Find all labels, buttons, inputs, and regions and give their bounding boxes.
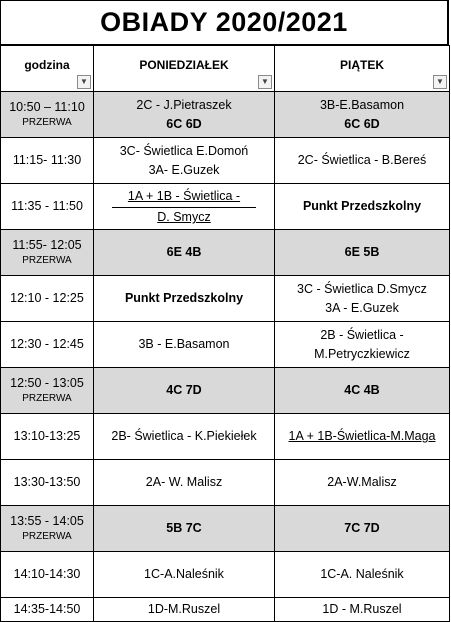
time-cell[interactable]: 12:10 - 12:25	[1, 276, 94, 322]
table-row	[1, 322, 450, 368]
monday-cell[interactable]: 3C- Świetlica E.Domoń 3A- E.Guzek	[94, 138, 275, 184]
time-cell[interactable]: 13:10-13:25	[1, 414, 94, 460]
monday-cell[interactable]: 5B 7C	[94, 506, 275, 552]
time-cell[interactable]: 12:50 - 13:05 PRZERWA	[1, 368, 94, 414]
monday-cell[interactable]: 1A + 1B - Świetlica - D. Smycz	[94, 184, 275, 230]
monday-cell[interactable]: 2C - J.Pietraszek 6C 6D	[94, 92, 275, 138]
time-cell[interactable]: 13:30-13:50	[1, 460, 94, 506]
break-label: PRZERWA	[22, 255, 72, 266]
friday-cell[interactable]: 2C- Świetlica - B.Bereś	[275, 138, 450, 184]
time-cell[interactable]: 10:50 – 11:10 PRZERWA	[1, 92, 94, 138]
table-row	[1, 230, 450, 276]
page-title: OBIADY 2020/2021	[0, 0, 449, 45]
time-cell[interactable]: 11:55- 12:05 PRZERWA	[1, 230, 94, 276]
header-time-label: godzina	[24, 58, 70, 72]
break-label: PRZERWA	[22, 531, 72, 542]
time-cell[interactable]: 12:30 - 12:45	[1, 322, 94, 368]
monday-cell[interactable]: 2A- W. Malisz	[94, 460, 275, 506]
monday-cell[interactable]: 1D-M.Ruszel	[94, 598, 275, 622]
monday-cell[interactable]: 4C 7D	[94, 368, 275, 414]
table-row	[1, 552, 450, 598]
header-friday-label: PIĄTEK	[339, 58, 384, 72]
header-monday-label: PONIEDZIAŁEK	[139, 58, 229, 72]
friday-cell[interactable]: 2B - Świetlica - M.Petryczkiewicz	[275, 322, 450, 368]
break-label: PRZERWA	[22, 117, 72, 128]
friday-cell[interactable]: 1C-A. Naleśnik	[275, 552, 450, 598]
table-row	[1, 368, 450, 414]
friday-cell[interactable]: 1D - M.Ruszel	[275, 598, 450, 622]
monday-cell[interactable]: 3B - E.Basamon	[94, 322, 275, 368]
header-monday	[94, 46, 275, 92]
friday-cell[interactable]: 3B-E.Basamon 6C 6D	[275, 92, 450, 138]
dropdown-arrow-icon[interactable]: ▼	[77, 75, 91, 89]
table-row	[1, 276, 450, 322]
lunch-schedule-table	[0, 45, 450, 622]
cell-underline-rule	[112, 207, 256, 208]
time-cell[interactable]: 11:15- 11:30	[1, 138, 94, 184]
friday-cell[interactable]: 1A + 1B-Świetlica-M.Maga	[275, 414, 450, 460]
table-row	[1, 506, 450, 552]
friday-cell[interactable]: Punkt Przedszkolny	[275, 184, 450, 230]
table-row	[1, 92, 450, 138]
monday-cell[interactable]: 2B- Świetlica - K.Piekiełek	[94, 414, 275, 460]
table-row	[1, 598, 450, 622]
time-cell[interactable]: 14:10-14:30	[1, 552, 94, 598]
dropdown-arrow-icon[interactable]: ▼	[433, 75, 447, 89]
header-friday	[275, 46, 450, 92]
time-cell[interactable]: 13:55 - 14:05 PRZERWA	[1, 506, 94, 552]
table-row	[1, 460, 450, 506]
time-cell[interactable]: 11:35 - 11:50	[1, 184, 94, 230]
monday-cell[interactable]: 6E 4B	[94, 230, 275, 276]
dropdown-arrow-icon[interactable]: ▼	[258, 75, 272, 89]
friday-cell[interactable]: 7C 7D	[275, 506, 450, 552]
friday-cell[interactable]: 2A-W.Malisz	[275, 460, 450, 506]
friday-cell[interactable]: 6E 5B	[275, 230, 450, 276]
friday-cell[interactable]: 3C - Świetlica D.Smycz 3A - E.Guzek	[275, 276, 450, 322]
header-time	[1, 46, 94, 92]
monday-cell[interactable]: Punkt Przedszkolny	[94, 276, 275, 322]
time-cell[interactable]: 14:35-14:50	[1, 598, 94, 622]
friday-cell[interactable]: 4C 4B	[275, 368, 450, 414]
monday-cell[interactable]: 1C-A.Naleśnik	[94, 552, 275, 598]
table-row	[1, 138, 450, 184]
table-row	[1, 414, 450, 460]
table-row	[1, 184, 450, 230]
break-label: PRZERWA	[22, 393, 72, 404]
